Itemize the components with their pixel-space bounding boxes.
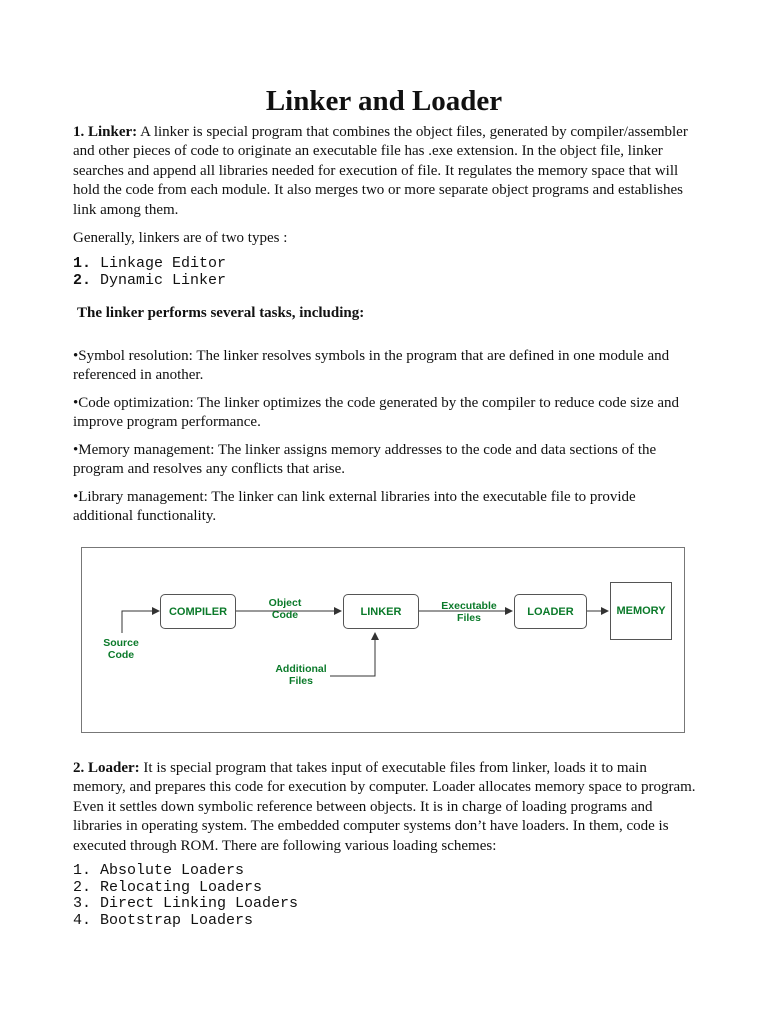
page-title: Linker and Loader: [265, 85, 503, 117]
linker-box: LINKER: [343, 594, 419, 629]
source-code-label: Source Code: [103, 637, 139, 661]
linker-types-list: [73, 256, 226, 289]
list-item: 2. Relocating Loaders: [73, 878, 263, 896]
list-item: 4. Bootstrap Loaders: [73, 911, 254, 929]
executable-files-label: Executable Files: [441, 600, 497, 624]
task-library-management: •Library management: The linker can link external libraries into the executable file to provide additional functionality.: [73, 489, 636, 525]
list-item: 2. Dynamic Linker: [73, 271, 227, 289]
linker-text: A linker is special program that combines the object files, generated by compiler/assembler and other pieces of code to originate an executable file has .exe extension. In the object file, linker searches and append all libraries needed for execution of file. It regulates the memory space that will hold the code from each module. It also merges two or more separate object programs and establishes link among them.: [73, 124, 688, 218]
loading-schemes-list: [73, 863, 298, 929]
list-item: 1. Linkage Editor: [73, 255, 227, 272]
loader-label: 2. Loader:: [73, 760, 140, 776]
task-code-optimization: •Code optimization: The linker optimizes the code generated by the compiler to reduce code size and improve program performance.: [73, 395, 680, 431]
list-item: 1. Absolute Loaders: [73, 862, 245, 879]
compiler-box: COMPILER: [160, 594, 236, 629]
tasks-heading: The linker performs several tasks, including:: [77, 305, 365, 321]
additional-files-label: Additional Files: [275, 663, 327, 687]
loader-text: It is special program that takes input of executable files from linker, loads it to main memory, and prepares this code for execution by computer. Loader allocates memory space to program. Even it settles down symbolic reference between objects. It is in charge of loading programs and libraries in operating system. The embedded computer systems don’t have loaders. In them, code is executed through ROM. There are following various loading schemes:: [73, 760, 696, 854]
linker-label: 1. Linker:: [73, 124, 138, 140]
memory-box: MEMORY: [610, 582, 672, 640]
task-symbol-resolution: •Symbol resolution: The linker resolves symbols in the program that are defined in one module and referenced in another.: [73, 348, 670, 384]
linker-types-intro: Generally, linkers are of two types :: [73, 230, 288, 246]
arrow-source-to-compiler: [122, 611, 159, 633]
linker-paragraph: [73, 123, 698, 220]
arrow-additional-to-linker: [330, 633, 375, 676]
diagram-arrows: [82, 548, 686, 734]
list-item: 3. Direct Linking Loaders: [73, 895, 299, 912]
object-code-label: Object Code: [268, 597, 302, 621]
loader-box: LOADER: [514, 594, 587, 629]
task-memory-management: •Memory management: The linker assigns memory addresses to the code and data sections of the program and resolves any conflicts that arise.: [73, 442, 657, 478]
loader-paragraph: [73, 759, 698, 856]
linker-loader-diagram: [81, 547, 685, 733]
